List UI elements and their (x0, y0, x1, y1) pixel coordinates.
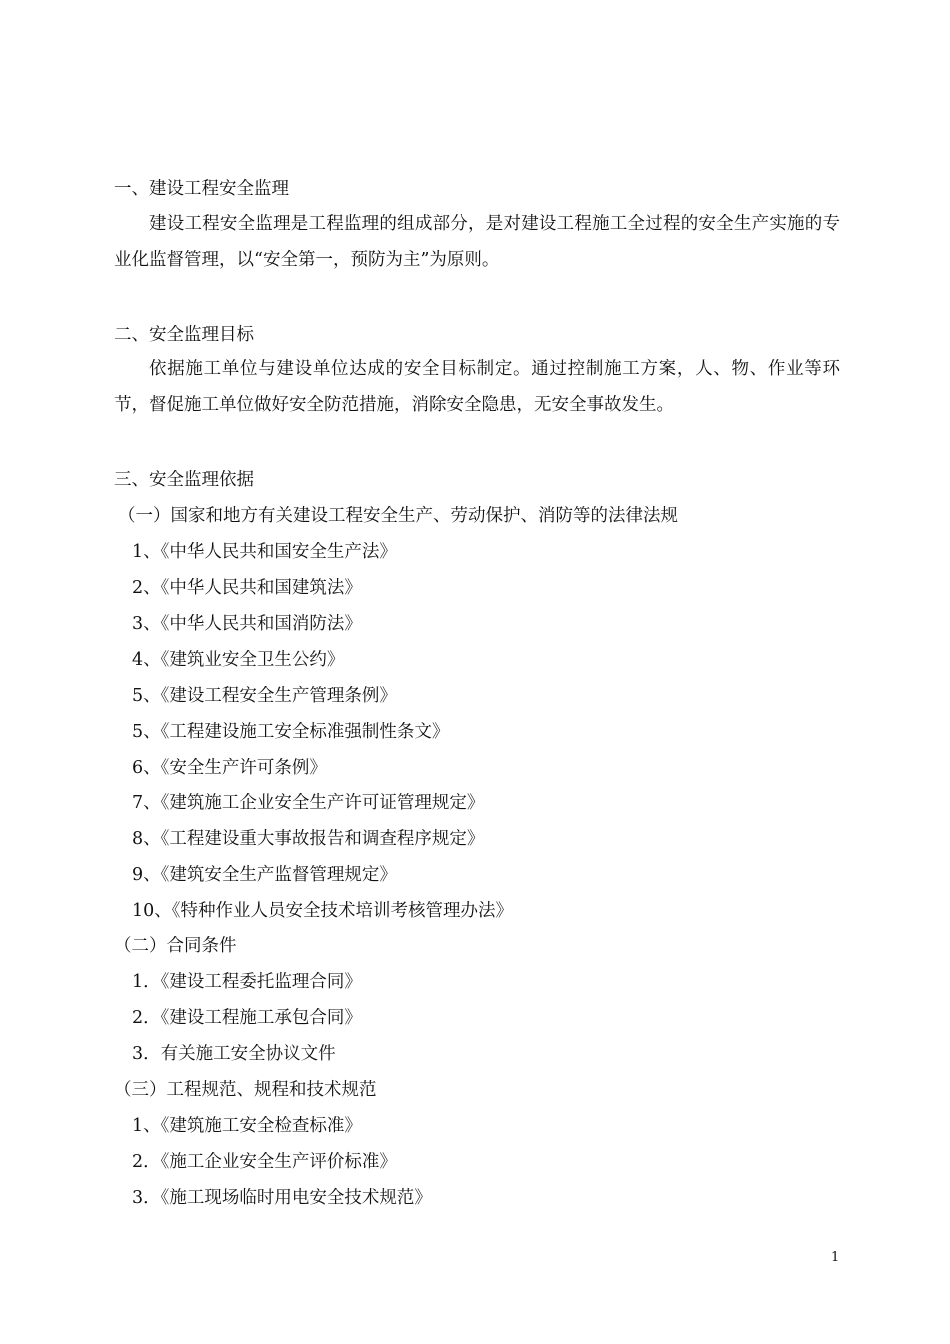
group-title-3: （三）工程规范、规程和技术规范 (114, 1080, 377, 1100)
list-item: 1．《建设工程委托监理合同》 (132, 972, 362, 992)
list-item: 2．《施工企业安全生产评价标准》 (132, 1152, 397, 1172)
list-item: 4、《建筑业安全卫生公约》 (132, 650, 345, 670)
list-item: 3．《施工现场临时用电安全技术规范》 (132, 1188, 432, 1208)
list-item: 3．有关施工安全协议文件 (132, 1044, 336, 1064)
list-item: 1、《建筑施工安全检查标准》 (132, 1116, 362, 1136)
list-item: 2．《建设工程施工承包合同》 (132, 1008, 362, 1028)
section-heading-3: 三、安全监理依据 (114, 470, 254, 490)
list-item: 8、《工程建设重大事故报告和调查程序规定》 (132, 829, 485, 849)
list-item: 5、《工程建设施工安全标准强制性条文》 (132, 722, 450, 742)
list-item: 10、《特种作业人员安全技术培训考核管理办法》 (132, 901, 514, 921)
page-number: 1 (831, 1250, 840, 1265)
list-item: 6、《安全生产许可条例》 (132, 758, 327, 778)
list-item: 1、《中华人民共和国安全生产法》 (132, 542, 397, 562)
section-body-1: 建设工程安全监理是工程监理的组成部分，是对建设工程施工全过程的安全生产实施的专业化监督管理，以“安全第一，预防为主”为原则。 (114, 214, 840, 270)
group-title-1: （一）国家和地方有关建设工程安全生产、劳动保护、消防等的法律法规 (118, 506, 678, 526)
section-heading-2: 二、安全监理目标 (114, 325, 254, 345)
section-body-2: 依据施工单位与建设单位达成的安全目标制定。通过控制施工方案，人、物、作业等环节，督促施工单位做好安全防范措施，消除安全隐患，无安全事故发生。 (114, 359, 840, 415)
list-item: 2、《中华人民共和国建筑法》 (132, 578, 362, 598)
list-item: 3、《中华人民共和国消防法》 (132, 614, 362, 634)
section-heading-1: 一、建设工程安全监理 (114, 179, 289, 199)
list-item: 9、《建筑安全生产监督管理规定》 (132, 865, 397, 885)
group-title-2: （二）合同条件 (114, 936, 237, 956)
list-item: 7、《建筑施工企业安全生产许可证管理规定》 (132, 793, 485, 813)
list-item: 5、《建设工程安全生产管理条例》 (132, 686, 397, 706)
